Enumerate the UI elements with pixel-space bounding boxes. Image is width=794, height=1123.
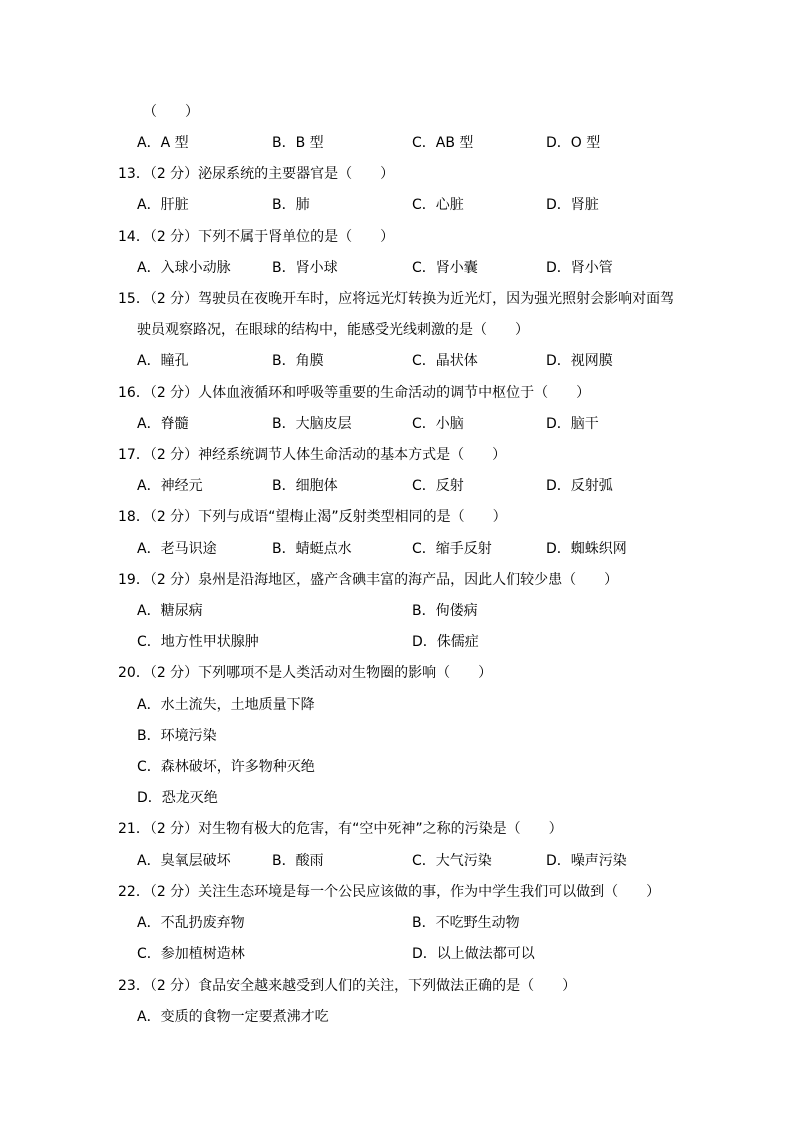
prev-option-d: D．O 型 [546, 135, 601, 151]
q15-stem-line2: 驶员观察路况，在眼球的结构中，能感受光线刺激的是（ ） [137, 322, 529, 338]
q19-option-a: A．糖尿病 [137, 603, 203, 619]
prev-option-b: B．B 型 [272, 135, 324, 151]
q16-option-c: C．小脑 [412, 416, 464, 432]
q21-option-c: C．大气污染 [412, 853, 492, 869]
q15-option-a: A．瞳孔 [137, 353, 189, 369]
q21-option-a: A．臭氧层破坏 [137, 853, 231, 869]
q19-stem: 19．（2 分）泉州是沿海地区，盛产含碘丰富的海产品，因此人们较少患（ ） [118, 572, 619, 588]
q14-option-d: D．肾小管 [546, 260, 613, 276]
q21-stem: 21．（2 分）对生物有极大的危害，有“空中死神”之称的污染是（ ） [118, 821, 563, 837]
q13-option-c: C．心脏 [412, 197, 464, 213]
q13-stem: 13．（2 分）泌尿系统的主要器官是（ ） [118, 166, 395, 182]
q16-option-d: D．脑干 [546, 416, 599, 432]
q22-option-c: C．参加植树造林 [137, 946, 245, 962]
q14-stem: 14．（2 分）下列不属于肾单位的是（ ） [118, 229, 395, 245]
prev-question-paren: （ ） [143, 104, 199, 120]
q20-option-b: B．环境污染 [137, 728, 217, 744]
q20-stem: 20．（2 分）下列哪项不是人类活动对生物圈的影响（ ） [118, 665, 493, 681]
q22-stem: 22．（2 分）关注生态环境是每一个公民应该做的事，作为中学生我们可以做到（ ） [118, 884, 661, 900]
q18-option-a: A．老马识途 [137, 541, 217, 557]
q20-option-d: D．恐龙灭绝 [137, 790, 218, 806]
q20-option-a: A．水土流失，土地质量下降 [137, 697, 315, 713]
q18-option-d: D．蜘蛛织网 [546, 541, 627, 557]
q23-option-a: A．变质的食物一定要煮沸才吃 [137, 1009, 329, 1025]
q15-stem-line1: 15．（2 分）驾驶员在夜晚开车时，应将远光灯转换为近光灯，因为强光照射会影响对面驾 [118, 291, 675, 307]
q17-option-a: A．神经元 [137, 478, 203, 494]
q15-option-c: C．晶状体 [412, 353, 478, 369]
q17-stem: 17．（2 分）神经系统调节人体生命活动的基本方式是（ ） [118, 447, 507, 463]
q21-option-d: D．噪声污染 [546, 853, 627, 869]
q22-option-d: D．以上做法都可以 [412, 946, 535, 962]
q13-option-b: B．肺 [272, 197, 310, 213]
q21-option-b: B．酸雨 [272, 853, 324, 869]
q22-option-b: B．不吃野生动物 [412, 915, 520, 931]
q18-option-b: B．蜻蜓点水 [272, 541, 352, 557]
q13-option-a: A．肝脏 [137, 197, 189, 213]
q16-option-a: A．脊髓 [137, 416, 189, 432]
q17-option-d: D．反射弧 [546, 478, 613, 494]
q18-stem: 18．（2 分）下列与成语“望梅止渴”反射类型相同的是（ ） [118, 509, 507, 525]
q19-option-b: B．佝偻病 [412, 603, 478, 619]
q22-option-a: A．不乱扔废弃物 [137, 915, 245, 931]
prev-option-a: A．A 型 [137, 135, 189, 151]
q15-option-b: B．角膜 [272, 353, 324, 369]
q16-option-b: B．大脑皮层 [272, 416, 352, 432]
q20-option-c: C．森林破坏，许多物种灭绝 [137, 759, 315, 775]
q15-option-d: D．视网膜 [546, 353, 613, 369]
q23-stem: 23．（2 分）食品安全越来越受到人们的关注，下列做法正确的是（ ） [118, 978, 577, 994]
q17-option-c: C．反射 [412, 478, 464, 494]
q14-option-b: B．肾小球 [272, 260, 338, 276]
q14-option-c: C．肾小囊 [412, 260, 478, 276]
q19-option-d: D．侏儒症 [412, 634, 479, 650]
q18-option-c: C．缩手反射 [412, 541, 492, 557]
q13-option-d: D．肾脏 [546, 197, 599, 213]
q17-option-b: B．细胞体 [272, 478, 338, 494]
q14-option-a: A．入球小动脉 [137, 260, 231, 276]
q16-stem: 16．（2 分）人体血液循环和呼吸等重要的生命活动的调节中枢位于（ ） [118, 385, 591, 401]
q19-option-c: C．地方性甲状腺肿 [137, 634, 259, 650]
prev-option-c: C．AB 型 [412, 135, 474, 151]
